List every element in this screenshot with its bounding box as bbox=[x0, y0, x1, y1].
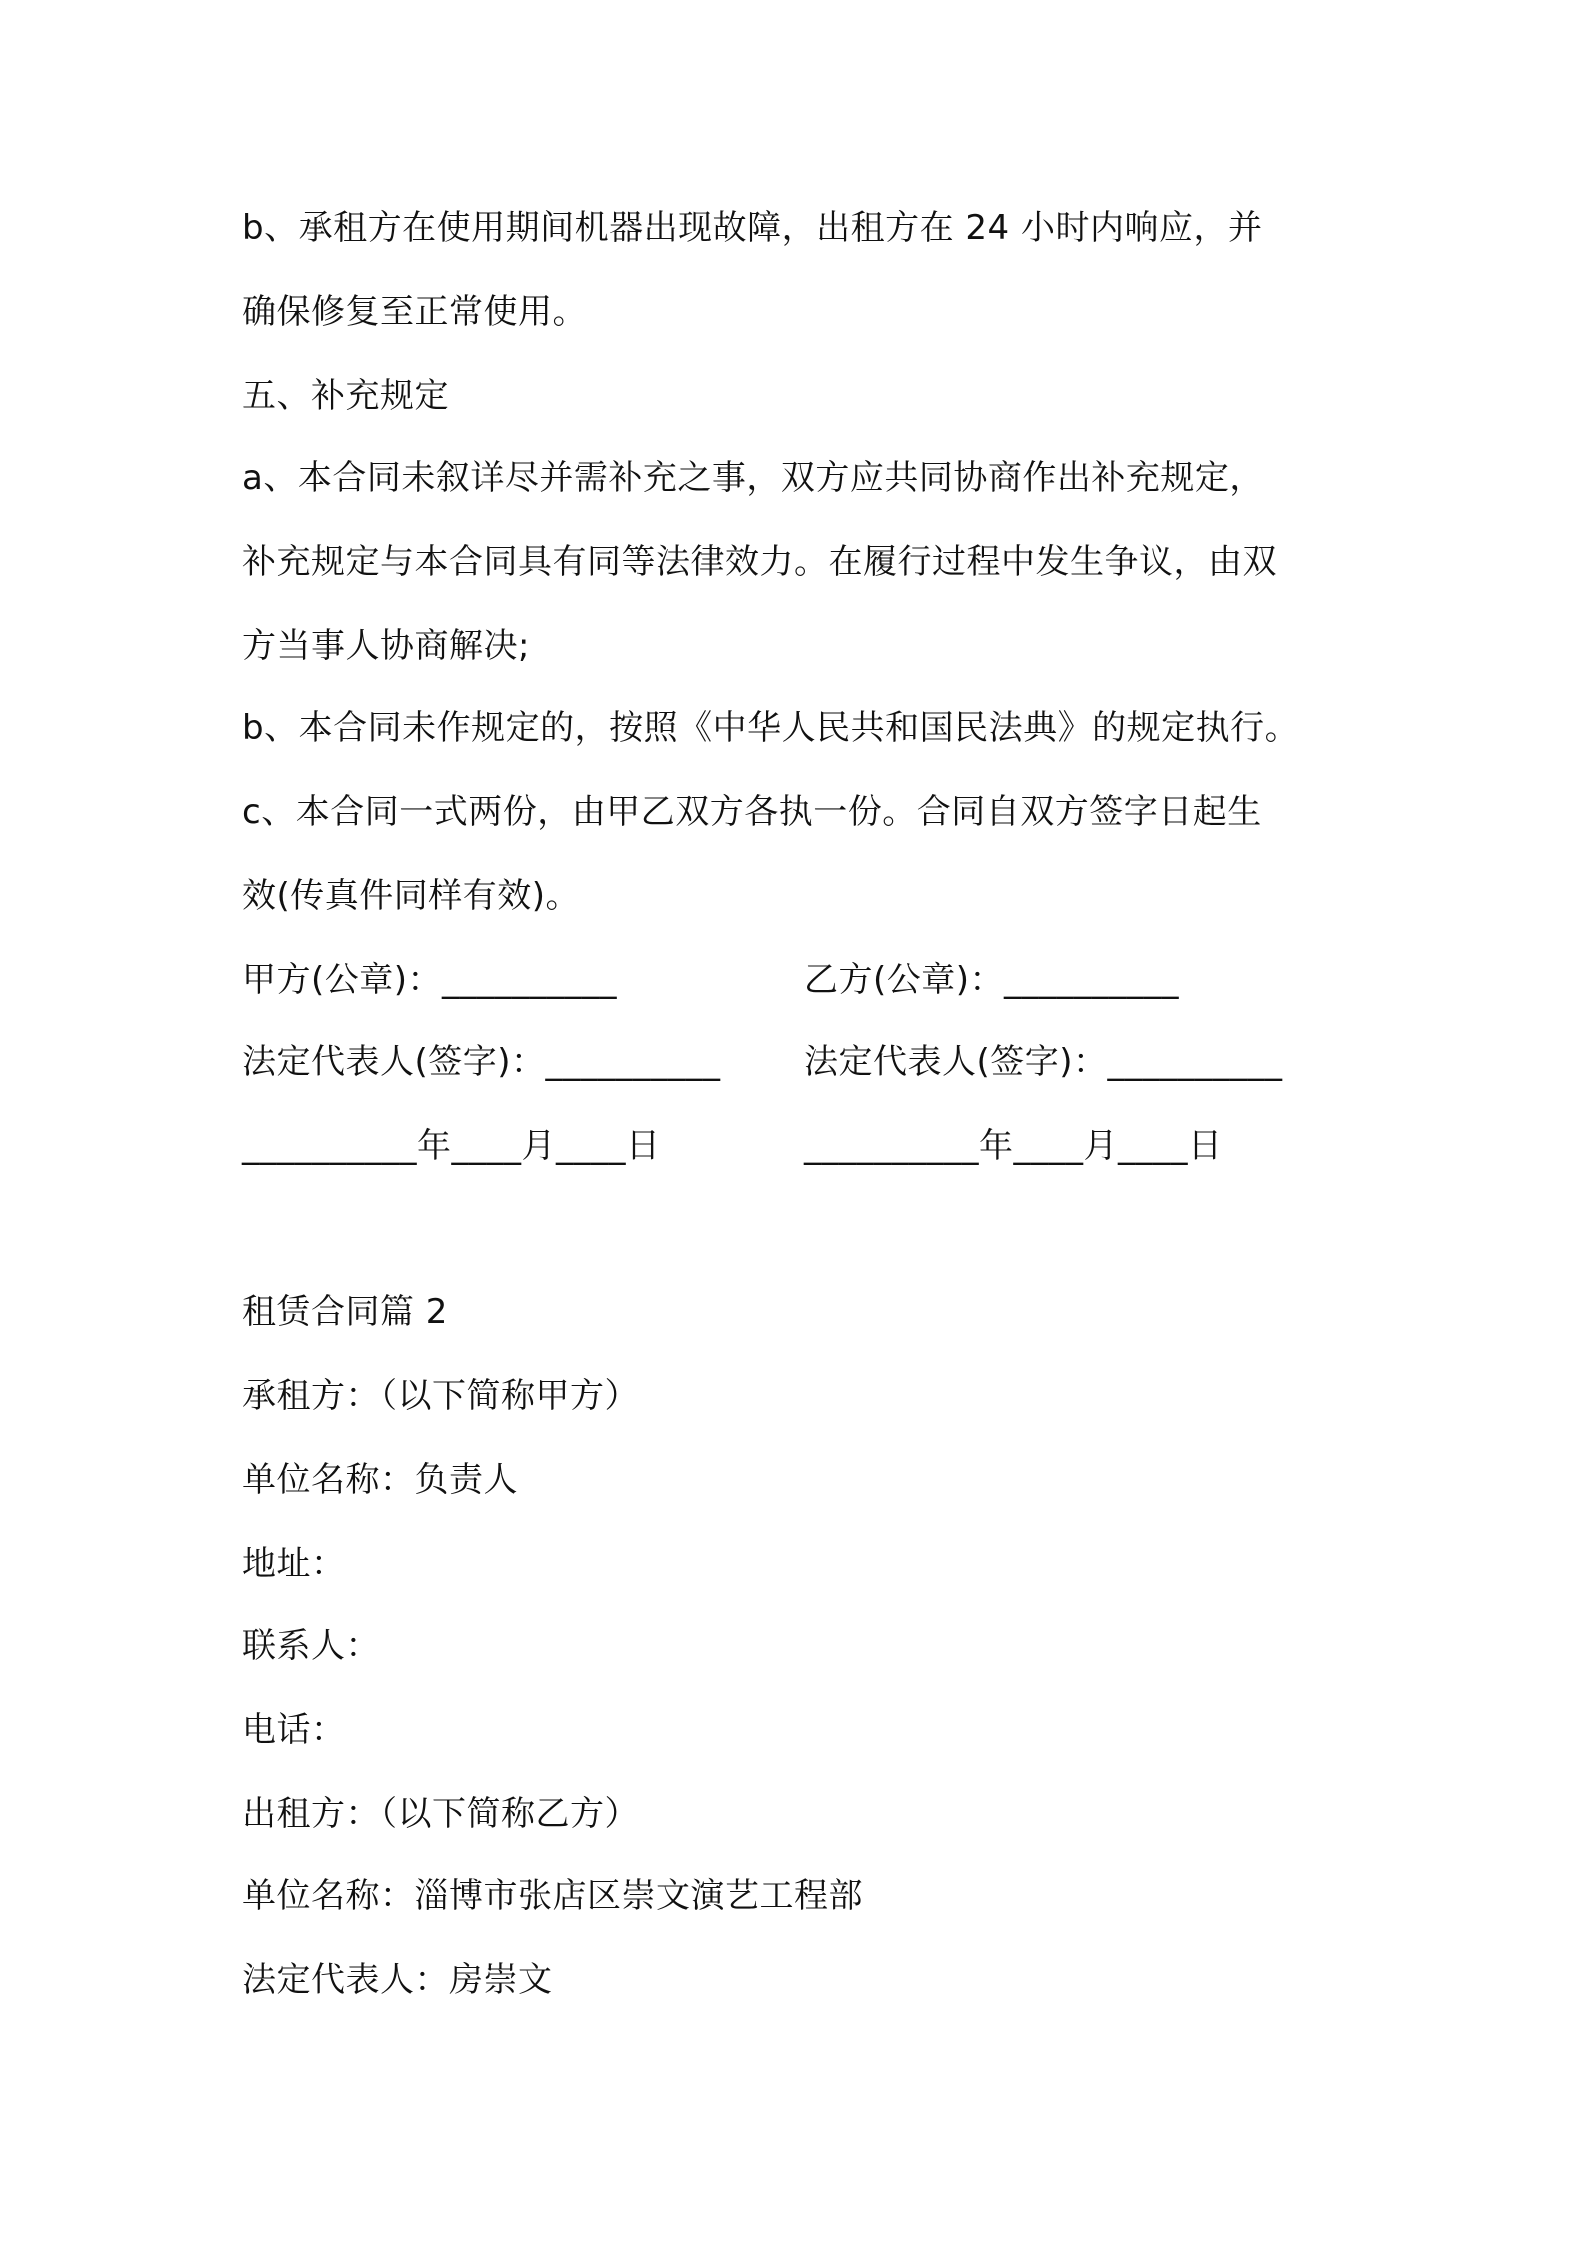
section-heading: 五、补充规定 bbox=[242, 376, 449, 416]
contract-title: 租赁合同篇 2 bbox=[242, 1292, 448, 1332]
party-a-date: __________年____月____日 bbox=[242, 1126, 661, 1166]
clause-b-line-2: 确保修复至正常使用。 bbox=[242, 292, 587, 332]
party-a-representative: 法定代表人(签字)：__________ bbox=[242, 1042, 721, 1082]
clause-b: b、本合同未作规定的，按照《中华人民共和国民法典》的规定执行。 bbox=[242, 708, 1300, 748]
clause-c-line-2: 效(传真件同样有效)。 bbox=[242, 876, 581, 916]
lessor-label: 出租方：（以下简称乙方） bbox=[242, 1794, 639, 1834]
clause-b-line-1: b、承租方在使用期间机器出现故障，出租方在 24 小时内响应，并 bbox=[242, 208, 1263, 248]
lessee-unit: 单位名称：负责人 bbox=[242, 1460, 518, 1500]
party-b-date: __________年____月____日 bbox=[804, 1126, 1223, 1166]
lessee-label: 承租方：（以下简称甲方） bbox=[242, 1376, 639, 1416]
lessee-phone: 电话： bbox=[242, 1710, 346, 1750]
party-a-seal: 甲方(公章)：__________ bbox=[242, 960, 618, 1000]
lessor-representative: 法定代表人：房崇文 bbox=[242, 1960, 553, 2000]
clause-a-line-1: a、本合同未叙详尽并需补充之事，双方应共同协商作出补充规定， bbox=[242, 458, 1264, 498]
lessor-unit: 单位名称：淄博市张店区崇文演艺工程部 bbox=[242, 1876, 863, 1916]
lessee-contact: 联系人： bbox=[242, 1626, 380, 1666]
lessee-address: 地址： bbox=[242, 1544, 346, 1584]
clause-c-line-1: c、本合同一式两份，由甲乙双方各执一份。合同自双方签字日起生 bbox=[242, 792, 1262, 832]
clause-a-line-3: 方当事人协商解决; bbox=[242, 626, 530, 666]
clause-a-line-2: 补充规定与本合同具有同等法律效力。在履行过程中发生争议，由双 bbox=[242, 542, 1277, 582]
party-b-seal: 乙方(公章)：__________ bbox=[804, 960, 1180, 1000]
party-b-representative: 法定代表人(签字)：__________ bbox=[804, 1042, 1283, 1082]
